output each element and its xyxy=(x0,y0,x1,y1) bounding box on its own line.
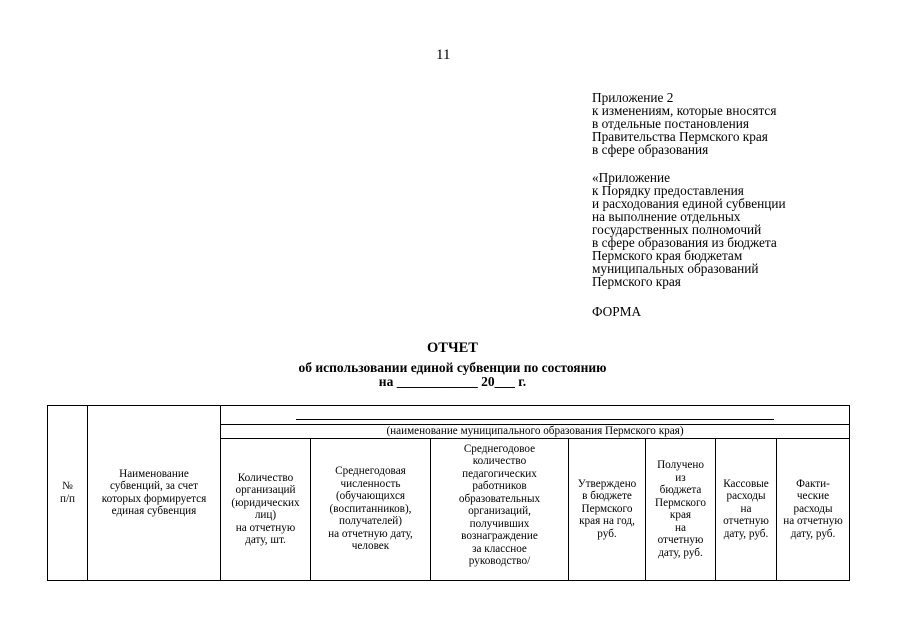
col-header-4 xyxy=(431,438,569,580)
page-number: 11 xyxy=(436,47,451,63)
report-title: ОТЧЕТ xyxy=(427,340,478,356)
block1-line: Приложение 2 xyxy=(592,90,674,105)
block2-line: и расходования единой субвенции xyxy=(592,196,786,211)
report-table xyxy=(47,405,850,581)
col-header-text: Среднегодовое количество педагогических работников образовательных организаций, получивших вознаграждение за классное руководство/ xyxy=(458,442,541,567)
col-header-2 xyxy=(221,438,311,580)
block1-line: Правительства Пермского края xyxy=(592,129,768,144)
block2-line: «Приложение xyxy=(592,170,671,185)
col-header-text: Факти- ческие расходы на отчетную дату, руб. xyxy=(783,477,843,540)
block2-line: Пермского края бюджетам xyxy=(592,248,743,263)
block1-line: к изменениям, которые вносятся xyxy=(592,103,777,118)
block2-line: муниципальных образований xyxy=(592,261,759,276)
col-header-text: Утверждено в бюджете Пермского края на год, руб. xyxy=(577,477,637,540)
block2-line: Пермского края xyxy=(592,274,681,289)
municipality-name-line[interactable] xyxy=(221,406,850,425)
col-header-text: Кассовые расходы на отчетную дату, руб. xyxy=(723,477,769,540)
col-header-text: Наименование субвенций, за счет которых формируется единая субвенция xyxy=(101,467,207,518)
appendix-block-1 xyxy=(592,91,892,156)
block2-line: на выполнение отдельных xyxy=(592,209,741,224)
col-header-0 xyxy=(48,406,88,581)
block1-line: в отдельные постановления xyxy=(592,116,749,131)
block2-line: в сфере образования из бюджета xyxy=(592,235,777,250)
col-header-text: Среднегодовая численность (обучающихся (воспитанников), получателей) на отчетную дату, человек xyxy=(328,465,413,553)
appendix-block-2 xyxy=(592,171,892,288)
report-subtitle: об использовании единой субвенции по состоянию xyxy=(298,360,607,375)
col-header-text: Получено из бюджета Пермского края на отчетную дату, руб. xyxy=(655,459,706,559)
appendix-header xyxy=(592,91,892,318)
block1-line: в сфере образования xyxy=(592,142,709,157)
col-header-8 xyxy=(777,438,850,580)
col-header-text: № п/п xyxy=(59,480,76,505)
block2-line: к Порядку предоставления xyxy=(592,183,744,198)
form-label: ФОРМА xyxy=(592,304,642,319)
col-header-text: Количество организаций (юридических лиц) на отчетную дату, шт. xyxy=(231,471,300,546)
col-header-1 xyxy=(88,406,221,581)
block2-line: государственных полномочий xyxy=(592,222,762,237)
col-header-3 xyxy=(311,438,431,580)
municipality-caption: (наименование муниципального образования Пермского края) xyxy=(221,425,850,439)
col-header-5 xyxy=(569,438,646,580)
col-header-6 xyxy=(646,438,716,580)
report-date-line: на ____________ 20___ г. xyxy=(378,374,527,389)
col-header-7 xyxy=(716,438,777,580)
